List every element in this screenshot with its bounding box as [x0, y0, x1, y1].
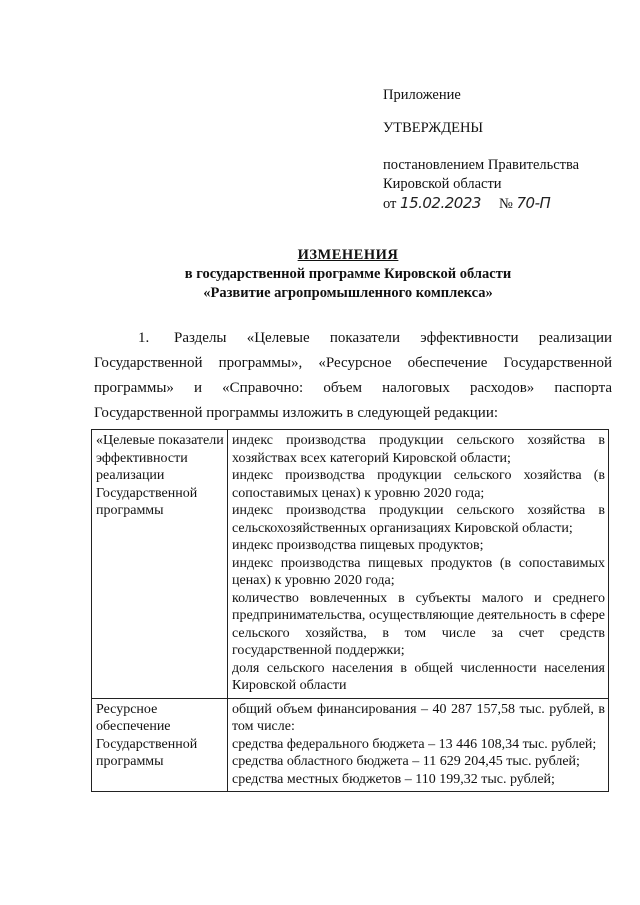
table-row [92, 698, 609, 792]
approved-label: УТВЕРЖДЕНЫ [383, 120, 484, 136]
approval-block [383, 86, 623, 214]
table-row [92, 430, 609, 699]
paragraph-number: 1. [138, 330, 150, 346]
decree-date-number [383, 194, 623, 214]
handwritten-date: 15.02.2023 [400, 194, 481, 212]
list-item: средства федерального бюджета – 13 446 108,34 тыс. рублей; [232, 736, 597, 752]
list-item: доля сельского населения в общей численности населения Кировской области [232, 660, 605, 693]
row-name-resource-provision: Ресурсное обеспечение Государственной программы [92, 698, 228, 792]
document-title: ИЗМЕНЕНИЯ [297, 247, 399, 263]
list-item: средства местных бюджетов – 110 199,32 тыс. рублей; [232, 771, 555, 787]
heading-line-3: «Развитие агропромышленного комплекса» [203, 285, 493, 301]
row-content-target-indicators [228, 430, 609, 699]
list-item: индекс производства продукции сельского хозяйства в сельскохозяйственных организациях Кировской области; [232, 503, 605, 536]
paragraph-text: Разделы «Целевые показатели эффективности реализации Государственной программы», «Ресурсное обеспечение Государственной программы» и «Справочно: объем налоговых расходов» паспорта Государственной программы изложить в следующей редакции: [94, 330, 612, 421]
list-item: количество вовлеченных в субъекты малого и среднего предпринимательства, осуществляющие деятельность в сфере сельского хозяйства, в том числе за счет средств государственной поддержки; [232, 590, 605, 658]
list-item: индекс производства пищевых продуктов; [232, 538, 484, 553]
list-item: средства областного бюджета – 11 629 204,45 тыс. рублей; [232, 754, 580, 769]
row-name-target-indicators: «Целевые показатели эффективности реализации Государственной программы [92, 430, 228, 699]
passport-table [91, 429, 609, 792]
list-item: индекс производства продукции сельского хозяйства (в сопоставимых ценах) к уровню 2020 года; [232, 468, 605, 501]
paragraph-1 [94, 326, 612, 426]
document-heading [80, 246, 616, 303]
heading-line-2: в государственной программе Кировской области [184, 266, 512, 282]
list-item: индекс производства пищевых продуктов (в сопоставимых ценах) к уровню 2020 года; [232, 555, 605, 588]
appendix-label: Приложение [383, 87, 461, 103]
handwritten-number: 70-П [516, 194, 551, 212]
list-item: общий объем финансирования – 40 287 157,58 тыс. рублей, в том числе: [232, 701, 605, 734]
number-prefix: № [499, 196, 513, 212]
from-prefix: от [383, 196, 397, 212]
decree-line-2: Кировской области [383, 176, 502, 192]
list-item: индекс производства продукции сельского хозяйства в хозяйствах всех категорий Кировской области; [232, 433, 605, 466]
row-content-resource-provision [228, 698, 609, 792]
decree-line-1: постановлением Правительства [383, 157, 580, 173]
